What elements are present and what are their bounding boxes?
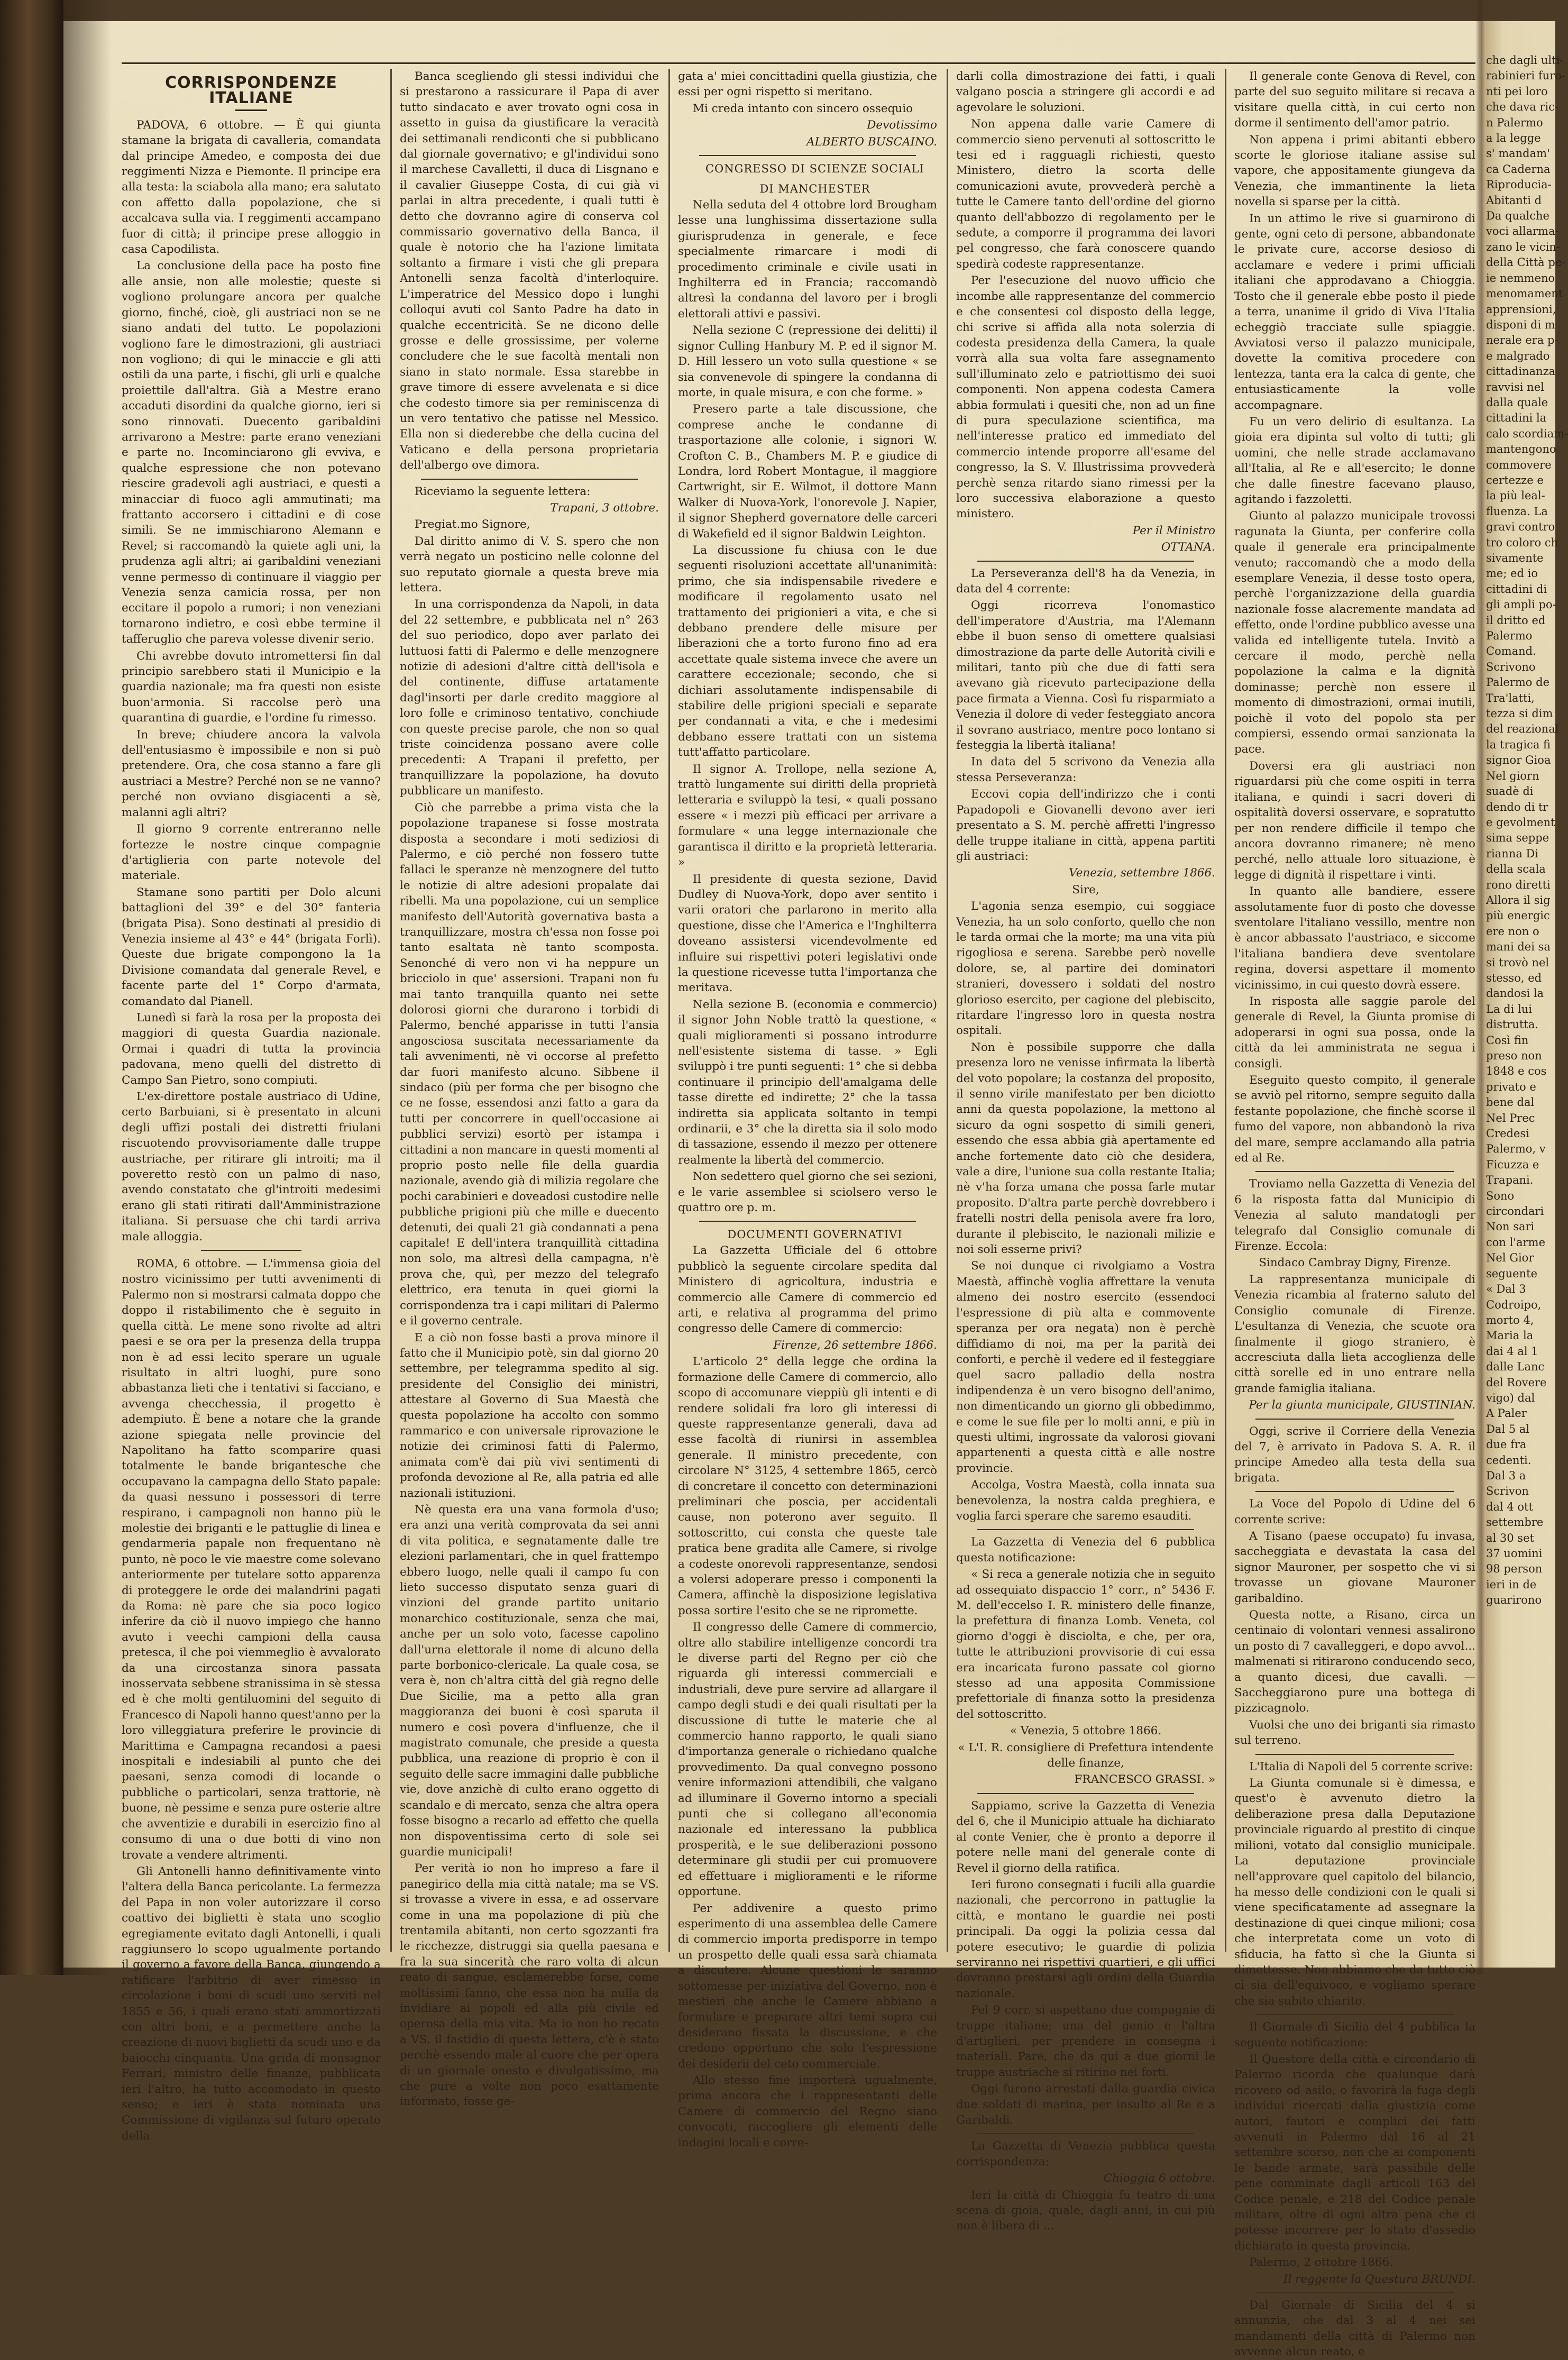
- partial-line: distrutta.: [1486, 1018, 1539, 1031]
- article-paragraph: Non è possibile supporre che dalla presenza loro ne venisse infirmata la libertà del voto popolare; la costanza del proposito, il senno virile manifestato per ben diciotto anni da questa popolazione, la mettono al sicuro da ogni sospetto di simili generi, essendo che essa abbia già apertamente ed anche fortemente dato ciò che desidera, vale a dire, l'unione sua colla restante Italia; nè v'ha forza umana che possa farle mutar proposito. D'altra parte perchè dovrebbero i fratelli nostri della penisola avere fra loro, durante il plebiscito, le nazionali milizie e noi soli esserne privi?: [956, 1040, 1215, 1257]
- signature: Il reggente la Questura BRUNDI.: [1283, 2272, 1475, 2286]
- article-paragraph: Nè questa era una vana formola d'uso; era anzi una verità comprovata da sei anni di vita politica, e segnatamente dalle tre elezioni parlamentari, che in quel frattempo ebbero luogo, nelle quali il campo fu con lieto successo disputato senza guari di vinzioni del grande partito unitario monarchico costituzionale, senza che mai, anche per un solo voto, facesse capolino dall'urna elettorale il nome di alcuno della parte borbonico-clericale. La quale cosa, se vera è, non ch'altra città del già regno delle Due Sicilie, ma a petto alla gran maggioranza dei buoni è così sparuta il numero e così povera d'influenze, che il magistrato comunale, che preside a questa pubblica, una reazione di proprio è con il seguito delle sacre immagini dalle pubbliche vie, dove anzichè di culto erano oggetto di scandalo e di mercato, senza che altra opera fosse bisogno a recarlo ad effetto che quella non dispoventissima certo di sole sei guardie municipali!: [400, 1503, 659, 1859]
- letter-intro: Riceviamo la seguente lettera:: [415, 484, 591, 498]
- article-paragraph: Il Questore della città e circondario di Palermo ricorda che qualunque darà ricovero od asilo, o favorirà la fuga degli individui ricercati dalla giustizia come autori, fautori e complici dei fatti avvenuti in Palermo dal 16 al 21 settembre scorso, non che ai componenti le bande armate, sarà passibile delle pene comminate dagli articoli 163 del Codice penale, e 218 del Codice penale militare, oltre di ogni altra pena che ci potesse incorrere per lo stato d'assedio dichiarato in questa provincia.: [1234, 2052, 1475, 2253]
- partial-line: tro coloro ch: [1486, 536, 1558, 549]
- partial-line: circondari: [1486, 1205, 1544, 1218]
- partial-line: Scrivon: [1486, 1485, 1529, 1498]
- separator: [699, 155, 916, 156]
- article-paragraph: Sappiamo, scrive la Gazzetta di Venezia del 6, che il Municipio attuale ha dichiarato al conte Venier, che è pronto a deporre il potere nelle mani del generale conte di Revel il giorno della ratifica.: [956, 1799, 1215, 1875]
- partial-line: cittadini la: [1486, 411, 1547, 425]
- partial-line: del Rovere: [1486, 1376, 1547, 1389]
- separator: [1255, 1491, 1454, 1492]
- article-paragraph: In breve; chiudere ancora la valvola dell'entusiasmo è impossibile e non si può pretendere. Ora, che cosa stanno a fare gli austriaci a Mestre? Perché non se ne vanno? perché non ovviano disgiacenti a sè, malanni agli altri?: [122, 728, 381, 819]
- article-paragraph: Eccovi copia dell'indirizzo che i conti Papadopoli e Giovanelli devono aver ieri presentato a S. M. perchè affretti l'ingresso delle truppe italiane in città, appena partiti gli austriaci:: [956, 788, 1215, 863]
- salutation: Sire,: [1072, 883, 1099, 897]
- partial-line: Palermo: [1486, 629, 1533, 643]
- article-paragraph: La Perseveranza dell'8 ha da Venezia, in data del 4 corrente:: [956, 566, 1215, 596]
- article-paragraph: Non appena i primi abitanti ebbero scorte le gloriose italiane assise sul vapore, che appositamente giungeva da Venezia, che immantinente la lieta novella si sparse per la città.: [1234, 133, 1475, 209]
- partial-line: seguente: [1486, 1267, 1537, 1280]
- partial-line: del reazional: [1486, 722, 1559, 736]
- separator: [1255, 1419, 1454, 1420]
- partial-line: al 30 set: [1486, 1531, 1534, 1544]
- article-paragraph: Fu un vero delirio di esultanza. La gioia era dipinta sul volto di tutti; gli uomini, che nelle strade acclamavano all'Italia, al Re e all'esercito; le donne che dalle finestre facevano plauso, agitando i fazzoletti.: [1234, 415, 1475, 506]
- article-paragraph: L'articolo 2° della legge che ordina la formazione delle Camere di commercio, allo scopo di accomunare vieppiù gli intenti e di rendere solidali fra loro gli interessi di queste rappresentanze generali, dava ad esse facoltà di riunirsi in assemblea generale. Il ministro precedente, con circolare N° 3125, 4 settembre 1865, cercò di concretare il concetto con determinazioni preliminari che poscia, per accidentali cause, non poterono aver seguito. Il sottoscritto, cui consta che queste tale pratica bene gradita alle Camere, si rivolge a codeste onorevoli rappresentanze, sendosi a volersi adoperare presso i componenti la Camera, affinchè la disposizione legislativa possa sortire l'esito che se ne ripromette.: [678, 1355, 937, 1617]
- partial-line: « Dal 3: [1486, 1283, 1526, 1296]
- partial-line: zano le vicin-: [1486, 240, 1560, 253]
- addressee: Sindaco Cambray Digny, Firenze.: [1259, 1256, 1451, 1270]
- partial-line: me; ed io: [1486, 567, 1538, 580]
- article-paragraph: Per verità io non ho impreso a fare il panegirico della mia città natale; ma se VS. si trovasse a vivere in essa, e ad osservare come in una ma popolazione di più che trentamila abitanti, non certo sgozzanti fra le ricchezze, distruggi sia quella paesana e fra la sua sincerità che raro volta di alcun reato di sangue, esclamerebbe forse, come moltissimi fanno, che essa non ha nulla da invidiare ai popoli ed alla più civile ed operosa della mia vita. Ma io non ho recato a VS. il fastidio di questa lettera, c'è è stato perchè essendo male al cuore che per opera di un giornale onesto e divulgatissimo, ma che pure a volte non poco esattamente informato, fosse ge-: [400, 1862, 659, 2109]
- article-paragraph: Il signor A. Trollope, nella sezione A, trattò lungamente sui diritti della proprietà letteraria e sviluppò la tesi, « quali possano essere « i mezzi più efficaci per arrivare a formulare « una legge internazionale che garantisca il diritto e la proprietà letteraria. »: [678, 762, 937, 870]
- article-paragraph: L'agonia senza esempio, cui soggiace Venezia, ha un solo conforto, quello che non le tarda ormai che la morte; ma una vita più rigogliosa e serena. Sarebbe però novelle dolore, se, al partire dei dominatori stranieri, dovessero i soldati del nostro glorioso esercito, per cagione del plebiscito, ritardare l'ingresso loro in questa nostra ospitali.: [956, 900, 1215, 1038]
- article-paragraph: Lunedì si farà la rosa per la proposta dei maggiori di questa Guardia nazionale. Ormai i quadri di tutta la provincia padovana, meno quelli del distretto di Campo San Pietro, sono compiuti.: [122, 1011, 381, 1087]
- partial-line: mantengono: [1486, 443, 1556, 456]
- separator: [699, 1221, 916, 1222]
- separator: [201, 1250, 301, 1251]
- article-paragraph: Il giorno 9 corrente entreranno nelle fortezze le nostre cinque compagnie d'artiglieria con parte notevole del materiale.: [122, 822, 381, 883]
- partial-line: fluenza. La: [1486, 505, 1548, 518]
- section-title: DOCUMENTI GOVERNATIVI: [727, 1228, 903, 1241]
- partial-line: Ficuzza e: [1486, 1158, 1539, 1171]
- separator: [1255, 2292, 1454, 2293]
- gutter-shadow: [63, 0, 111, 1975]
- article-paragraph: Eseguito questo compito, il generale se avviò pel ritorno, sempre seguito dalla festante popolazione, che finchè scorse il fumo del vapore, non abbandonò la riva del mare, sempre acclamando alla patria ed al Re.: [1234, 1074, 1475, 1165]
- article-paragraph: Dal diritto animo di V. S. spero che non verrà negato un posticino nelle colonne del suo reputato giornale a questa breve mia lettera.: [400, 534, 659, 594]
- partial-line: Nel giorn: [1486, 769, 1539, 782]
- partial-line: vigo) dal: [1486, 1391, 1535, 1404]
- signature-name: OTTANA.: [1161, 541, 1215, 554]
- column-4: [956, 69, 1215, 2233]
- article-paragraph: PADOVA, 6 ottobre. — È qui giunta stamane la brigata di cavalleria, comandata dal principe Amedeo, e composta dei due reggimenti Nizza e Piemonte. Il principe era alla testa: la sciabola alla mano; era salutato con affetto dalla popolazione, che si accalcava sulla via. I reggimenti accampano fuor di città; il principe prese alloggio in casa Capodilista.: [122, 118, 381, 257]
- article-paragraph: Mi creda intanto con sincero ossequio: [693, 102, 913, 115]
- adjacent-page: [1481, 21, 1568, 1968]
- partial-line: più energic: [1486, 909, 1550, 922]
- partial-line: si trovò nel: [1486, 956, 1549, 969]
- article-paragraph: L'ex-direttore postale austriaco di Udine, certo Barbuiani, si è presentato in alcuni degli uffizi postali dei distretti friulani riscuotendo provvisoriamente dalle truppe austriache, per ritirare gli introiti; ma il poveretto restò con un palmo di naso, avendo constatato che gl'introiti medesimi erano gli stati ritirati dall'Amministrazione italiana. Si persuase che chi tardi arriva male alloggia.: [122, 1090, 381, 1243]
- partial-line: Riproducia-: [1486, 178, 1552, 191]
- article-paragraph: A Tisano (paese occupato) fu invasa, saccheggiata e devastata la casa del signor Mauroner, per sospetto che vi si trovasse un giovane Mauroner garibaldino.: [1234, 1529, 1475, 1605]
- column-rule: [947, 69, 948, 1952]
- partial-line: dai 4 al 1: [1486, 1344, 1538, 1358]
- partial-line: con l'arme: [1486, 1236, 1545, 1249]
- partial-line: La di lui: [1486, 1002, 1532, 1016]
- article-paragraph: La discussione fu chiusa con le due seguenti risoluzioni accettate all'unanimità: primo, che sia indispensabile rivedere e modificare il regolamento usato nel trattamento dei prigionieri a vita, e che si debbano prendere delle misure per liberazioni che a torto furono fino ad era accettate quale sistema invece che avere un carattere eccezionale; secondo, che si dichiari assolutamente indispensabile di stabilire delle prigioni speciali e separate per condannati a vita, e che i medesimi debbano essere trattati con un sistema tutt'affatto particolare.: [678, 543, 937, 760]
- article-paragraph: In quanto alle bandiere, essere assolutamente fuor di posto che dovesse sventolare l'italiano vessillo, mentre non è ancor abbassato l'austriaco, e siccome l'italiana bandiera deve sventolare regina, doversi aspettare il momento vicinissimo, in cui questo dovrà essere.: [1234, 885, 1475, 992]
- partial-line: Scrivono: [1486, 660, 1536, 673]
- article-paragraph: Vuolsi che uno dei briganti sia rimasto sul terreno.: [1234, 1718, 1475, 1748]
- partial-line: gli ampli po-: [1486, 598, 1556, 611]
- column-rule: [390, 69, 392, 1952]
- partial-line: cittadini di: [1486, 582, 1547, 596]
- partial-line: 98 person: [1486, 1562, 1543, 1576]
- article-paragraph: Non appena dalle varie Camere di commercio sieno pervenuti al sottoscritto le tesi ed i ragguagli richiesti, questo Ministero, dietro la scorta delle comunicazioni avute, provvederà perchè a tutte le Camere tanto dell'ordine del giorno quanto dell'abbozzo di regolamento per le sedute, a comporre il programma dei lavori pel congresso, che farà conoscere quando spedirà codeste rappresentanze.: [956, 117, 1215, 271]
- article-paragraph: La Gazzetta di Venezia del 6 pubblica questa notificazione:: [956, 1535, 1215, 1565]
- article-paragraph: In una corrispondenza da Napoli, in data del 22 settembre, e pubblicata nel n° 263 del suo periodico, dopo aver parlato dei luttuosi fatti di Palermo e delle menzognere notizie di adesioni d'altre città dell'isola e del continente, diffuse artatamente dagl'insorti per darle credito maggiore al loro folle e criminoso tentativo, conchiude con queste precise parole, che non so qual triste coincidenza possano avere colle precedenti: A Trapani il prefetto, per tranquillizzare la popolazione, ha dovuto pubblicare un manifesto.: [400, 598, 659, 798]
- article-paragraph: Per addivenire a questo primo esperimento di una assemblea delle Camere di commercio importa predisporre in tempo un prospetto delle quali essa sarà chiamata a discutere. Alcune questioni le saranno sottomesse per iniziativa del Governo, non è mestieri che anche le Camere abbiano a formulare e preparare altri temi sopra cui desiderano fissata la discussione, e che credono opportuno che solo l'espressione dei desiderii del ceto commerciale.: [678, 1901, 937, 2071]
- article-paragraph: Palermo, 2 ottobre 1866.: [1249, 2256, 1393, 2270]
- partial-line: dendo di tr: [1486, 800, 1548, 813]
- page-fold: [1475, 0, 1485, 1975]
- article-paragraph: « Venezia, 5 ottobre 1866.: [1010, 1724, 1162, 1738]
- dateline: Firenze, 26 settembre 1866.: [773, 1338, 937, 1352]
- partial-line: e malgrado: [1486, 349, 1550, 362]
- partial-line: della Città pe-: [1486, 256, 1566, 269]
- partial-line: a la legge: [1486, 132, 1541, 145]
- partial-line: Allora il sig: [1486, 893, 1551, 907]
- article-paragraph: Il presidente di questa sezione, David Dudley di Nuova-York, dopo aver sentito i varii oratori che parlarono in merito alla questione, disse che l'America e l'Inghilterra doveano assistersi vicendevolmente ed influire sui rispettivi poteri legislativi onde la questione ricevesse tutta l'importanza che meritava.: [678, 872, 937, 995]
- signature: Devotissimo: [867, 118, 937, 132]
- separator: [977, 561, 1194, 562]
- partial-line: Dal 3 a: [1486, 1469, 1526, 1482]
- partial-line: Abitanti d: [1486, 194, 1542, 207]
- article-paragraph: In risposta alle saggie parole del generale di Revel, la Giunta promise di adoperarsi in ogni sua possa, onde la città da lei amministrata ne segua i consigli.: [1234, 994, 1475, 1071]
- partial-line: la più leal-: [1486, 489, 1545, 502]
- article-paragraph: Il generale conte Genova di Revel, con parte del suo seguito militare si recava a visitare quella città, in cui certo non dorme il sentimento dell'amor patrio.: [1234, 70, 1475, 130]
- partial-line: suadè di: [1486, 785, 1534, 798]
- partial-line: la tragica fi: [1486, 738, 1551, 751]
- partial-line: mani dei sa: [1486, 940, 1551, 954]
- partial-line: voci allarma-: [1486, 225, 1559, 238]
- article-paragraph: Dal Giornale di Sicilia del 4 si annunzia, che dal 3 al 4 nei sei mandamenti della città di Palermo non avvenne alcun reato, e: [1234, 2299, 1475, 2359]
- partial-line: Palermo, v: [1486, 1142, 1546, 1156]
- partial-line: bene dal: [1486, 1096, 1535, 1109]
- partial-line: rabinieri furo-: [1486, 69, 1565, 83]
- article-paragraph: Pel 9 corr. si aspettano due compagnie di truppe italiane; una del genio e l'altra d'artiglieri, per prendere in consegna i materiali. Pare, che da qui a due giorni le truppe austriache si ritirino nei forti.: [956, 2004, 1215, 2079]
- separator: [1255, 2014, 1454, 2015]
- article-paragraph: Gli Antonelli hanno definitivamente vinto l'altera della Banca pericolante. La fermezza del Papa in non voler autorizzare il corso coattivo dei biglietti è stata uno scoglio egregiamente evitato dagli Antonelli, i quali raggiunsero lo scopo ugualmente portando il governo a favore della Banca, giungendo a ratificare l'arbitrio di aver rimesso in circolazione i boni di scudi uno serviti nel 1855 e 56, i quali erano stati ammortizzati con altri boni, e a permettere anche la creazione di nuovi biglietti da scudi uno e da baiocchi cinquanta. Una grida di monsignor Ferrari, ministro delle finanze, pubblicata ieri l'altro, ha tutto accomodato in questo senso; e ieri è stata nominata una Commissione di vigilanza sul futuro operato della: [122, 1864, 381, 2143]
- partial-line: preso non: [1486, 1049, 1542, 1062]
- partial-line: Da qualche: [1486, 209, 1549, 223]
- partial-line: dalla quale: [1486, 396, 1548, 409]
- partial-line: sima seppe: [1486, 831, 1549, 845]
- partial-line: calo scordiam-: [1486, 427, 1568, 440]
- partial-line: ravvisi nel: [1486, 380, 1544, 394]
- signature-name: ALBERTO BUSCAINO.: [806, 135, 937, 149]
- partial-line: 1848 e cos: [1486, 1065, 1547, 1078]
- letter-dateline: Trapani, 3 ottobre.: [550, 501, 659, 515]
- partial-line: Codroipo,: [1486, 1298, 1542, 1311]
- partial-line: ca Caderna: [1486, 162, 1551, 176]
- partial-line: s' mandam': [1486, 147, 1550, 160]
- partial-line: Comand.: [1486, 645, 1536, 658]
- top-rule: [122, 62, 1475, 64]
- article-paragraph: Oggi furono arrestati dalla guardia civica due soldati di marina, per insulto al Re e a Garibaldi.: [956, 2082, 1215, 2127]
- partial-line: ie nemmeno: [1486, 271, 1555, 285]
- partial-line: Dal 5 al: [1486, 1422, 1530, 1435]
- partial-line: Così fin: [1486, 1033, 1529, 1047]
- dateline: Chioggia 6 ottobre.: [1103, 2172, 1215, 2185]
- signature-name: FRANCESCO GRASSI. »: [1074, 1773, 1215, 1787]
- partial-line: settembre: [1486, 1516, 1544, 1529]
- article-paragraph: Oggi, scrive il Corriere della Venezia del 7, è arrivato in Padova S. A. R. il principe Amedeo alla testa della sua brigata.: [1234, 1424, 1475, 1485]
- partial-line: Maria la: [1486, 1329, 1534, 1342]
- partial-line: sivamente: [1486, 552, 1544, 564]
- section-header: CORRISPONDENZE ITALIANE: [165, 74, 337, 108]
- partial-line: dalle Lanc: [1486, 1360, 1545, 1374]
- partial-line: nti pei loro: [1486, 85, 1548, 98]
- partial-line: Non sari: [1486, 1220, 1535, 1233]
- section-subtitle: DI MANCHESTER: [759, 182, 870, 196]
- partial-line: tezza si dim: [1486, 707, 1553, 720]
- article-paragraph: E a ciò non fosse basti a prova minore il fatto che il Municipio potè, sin dal giorno 20 settembre, per telegramma spedito al sig. presidente del Consiglio dei ministri, attestare al Governo di Sua Maestà che questa popolazione ha accolto con sommo rammarico e con universale riprovazione le notizie dei criminosi fatti di Palermo, animata com'è dai più vivi sentimenti di profonda devozione al Re, alla patria ed alle nazionali istituzioni.: [400, 1331, 659, 1500]
- section-title: CONGRESSO DI SCIENZE SOCIALI: [705, 162, 925, 176]
- partial-line: Sono: [1486, 1189, 1515, 1202]
- partial-line: guarirono: [1486, 1594, 1542, 1607]
- article-paragraph: Nella seduta del 4 ottobre lord Brougham lesse una lunghissima dissertazione sulla giurisprudenza in generale, e fece specialmente rimarcare i modi di procedimento criminale e civile usati in Inghilterra ed in Francia; raccomandò altresì la condanna del lavoro per i brogli elettorali attivi e passivi.: [678, 198, 937, 321]
- article-paragraph: gata a' miei concittadini quella giustizia, che essi per ogni rispetto si meritano.: [678, 70, 937, 99]
- partial-line: rianna Di: [1486, 847, 1539, 860]
- partial-line: certezze e: [1486, 473, 1544, 487]
- partial-line: stesso, ed: [1486, 971, 1542, 984]
- article-paragraph: Giunto al palazzo municipale trovossi ragunata la Giunta, per conferire colla quale il generale era principalmente venuto; raccomandò che a modo della esemplare Venezia, il desse tosto opera, perchè l'organizzazione della guardia nazionale fosse alacremente mandata ad effetto, onde l'ordine pubblico avesse una valida ed intelligente tutela. Invitò a cercare il modo, perchè nella popolazione la calma e la dignità dominasse; perchè non essere il momento di dimostrazioni, ormai inutili, poichè il voto del popolo sta per compiersi, essendo ormai sanzionata la pace.: [1234, 509, 1475, 756]
- article-paragraph: Banca scegliendo gli stessi individui che si prestarono a rassicurare il Papa di aver tutto sindacato e aver trovato ogni cosa in assetto in guisa da giustificare la veracità dei settimanali rendiconti che si pubblicano dal giornale governativo; e gl'individui sono il marchese Cavalletti, il duca di Lisgnano e il cavalier Giuseppe Costa, di cui già vi parlai in altra precedente, i quali tutti è detto che dovranno agire di conserva col commissario governativo della Banca, il quale è notorio che ha l'azione limitata soltanto a firmare i visti che gli prepara Antonelli senza facoltà d'interloquire. L'imperatrice del Messico dopo i lunghi colloqui avuti col Santo Padre ha dato in qualche eccentricità. Se ne dicono delle grosse e delle grossissime, per volerne concludere che le sue facoltà mentali non siano in stato normale. Essa starebbe in grave timore di essere avvelenata e si dice che codesto timore sia per reminiscenza di un vero tentativo che patisse nel Messico. Ella non si diederebbe che della cucina del Vaticano e della persona proprietaria dell'albergo ove dimora.: [400, 70, 659, 472]
- article-paragraph: Questa notte, a Risano, circa un centinaio di volontari vennesi assalirono un posto di 7 cavalleggeri, e dopo avvol... malmenati si ritirarono conducendo seco, a quanto dicesi, due cavalli. — Saccheggiarono pure una bottega di pizzicagnolo.: [1234, 1608, 1475, 1715]
- partial-line: signor Gioa: [1486, 754, 1551, 767]
- partial-line: Tra'latti,: [1486, 691, 1535, 705]
- letter-salutation: Pregiat.mo Signore,: [415, 518, 530, 532]
- article-paragraph: Il Giornale di Sicilia del 4 pubblica la seguente notificazione:: [1234, 2020, 1475, 2050]
- article-paragraph: Ieri furono consegnati i fucili alla guardie nazionali, che percorrono in pattuglie la città, e montano le guardie nei posti principali. Da oggi la polizia cessa dal potere esecutivo; le guardie di polizia serviranno nei rispettivi quartieri, e gli uffici dovranno prestarsi agli ordini della Guardia nazionale.: [956, 1878, 1215, 2000]
- article-paragraph: « Si reca a generale notizia che in seguito ad ossequiato dispaccio 1° corr., n° 5436 F. M. dell'eccelso I. R. ministero delle finanze, la prefettura di finanza Lomb. Veneta, col giorno d'oggi è disciolta, e che, per ora, tutte le attribuzioni provvisorie di cui essa era incaricata furono passate col giorno stesso ad una apposita Commissione prefettoriale di finanza sotto la presidenza del sottoscritto.: [956, 1568, 1215, 1721]
- column-5: [1234, 69, 1475, 2359]
- article-paragraph: Accolga, Vostra Maestà, colla innata sua benevolenza, la nostra calda preghiera, e voglia farci sperare che saremo esauditi.: [956, 1478, 1215, 1523]
- partial-line: ieri in de: [1486, 1578, 1537, 1591]
- article-paragraph: Non sedettero quel giorno che sei sezioni, e le varie assemblee si sciolsero verso le quattro ore p. m.: [678, 1170, 937, 1215]
- column-1: [122, 69, 381, 2143]
- article-paragraph: Ciò che parrebbe a prima vista che la popolazione trapanese si fosse mostrata disposta a secondare i moti sediziosi di Palermo, e ciò perché non fossero tutte fallaci le speranze nè menzognere del tutto le notizie di altre adesioni propalate dai ribelli. Ma una popolazione, cui un semplice manifesto dell'Autorità governativa basta a tranquillizzare, mostra ch'essa non fosse poi tanto esaltata nè tanto scomposta. Senonché di vero non vi ha neppure un bricciolo in que' assersioni. Trapani non fu mai tanto tranquilla quanto nei sette dolorosi giorni che durarono i torbidi di Palermo, benché apparisse in tutti l'ansia angosciosa suscitata necessariamente da tali avvenimenti, nè vi occorse al prefetto dar fuori manifesto alcuno. Sibbene il sindaco (più per forma che per bisogno che ce ne fosse, essendosi anzi fatto a gara da tutti per concorrere in quell'occasione ai pubblici servizi) esortò per istampa i cittadini a non mancare in questi momenti al proprio posto nelle file della guardia nazionale, avendo già di milizia regolare che pochi carabinieri e doveadosi custodire nelle pubbliche prigioni più che mille e duecento detenuti, dei quali 21 già condannati a pena capitale! E dell'intera tranquillità cittadina non solo, ma altresì della campagna, n'è prova che, quì, per mezzo del telegrafo elettrico, era tenuta in quei giorni la corrispondenza tra i capi militari di Palermo e il governo centrale.: [400, 801, 659, 1328]
- article-paragraph: Troviamo nella Gazzetta di Venezia del 6 la risposta fatta dal Municipio di Venezia al saluto mandatogli per telegrafo dal Consiglio comunale di Firenze. Eccola:: [1234, 1177, 1475, 1254]
- partial-line: morto 4,: [1486, 1313, 1534, 1327]
- partial-line: ere non o: [1486, 925, 1539, 938]
- partial-line: Credesi: [1486, 1127, 1529, 1140]
- partial-line: Nel Gior: [1486, 1251, 1534, 1265]
- article-paragraph: Stamane sono partiti per Dolo alcuni battaglioni del 39° e del 30° fanteria (brigata Pisa). Sono destinati al presidio di Venezia insieme al 43° e 44° (brigata Forlì). Queste due brigate compongono la 1a Divisione comandata dal generale Revel, e facente parte del 1° Corpo d'armata, comandato dal Pianell.: [122, 885, 381, 1008]
- newspaper-page: [63, 21, 1481, 2359]
- partial-line: privato e: [1486, 1080, 1536, 1093]
- partial-line: che dava ric-: [1486, 100, 1559, 114]
- article-paragraph: Allo stesso fine importerà ugualmente, prima ancora che i rappresentanti delle Camere di commercio del Regno siano convocati, raccogliere gli elementi delle indagini locali e corre-: [678, 2073, 937, 2149]
- partial-line: Trapani.: [1486, 1174, 1534, 1187]
- article-paragraph: Chi avrebbe dovuto intromettersi fin dal principio sarebbero stati il Municipio e la guardia nazionale; ma fra questi non esiste buon'armonia. Si raccolse però una quarantina di guardie, e l'ordine fu rimesso.: [122, 649, 381, 725]
- partial-line: menomament: [1486, 287, 1563, 300]
- article-paragraph: ROMA, 6 ottobre. — L'immensa gioia del nostro vicinissimo per tutti avvenimenti di Palermo non si mostrarsi calmata doppo che doppo il ristabilimento che è seguito in quella città. Le mene sono rivolte ad altri paesi e se ora per la presenza della truppa non è ad essi lecito sperare un uguale risultato in altri luoghi, pure sono abbastanza lieti che i tentativi si facciano, e avvenga checchessia, il progetto è adempiuto. È bene a notare che la grande azione spiegata nelle provincie del Napolitano ha fatto scomparire quasi totalmente le bande brigantesche che occupavano la campagna dello Stato papale: da quasi nessuno i possessori di terre respirano, i campagnoli non hanno più le molestie dei briganti e le pattuglie di linea e gendarmeria papale non frequentano nè punto, nè poco le vie maestre come solevano anteriormente per tutelare sotto apparenza di proteggere le orde dei malandrini pagati da Roma: nè pare che sia poco logico inferire da ciò il nuovo impiego che hanno avuto i veechi campioni della causa pretesca, il che poi viemmeglio è avvalorato da una circostanza sinora passata inosservata sebbene stranissima in sè stessa ed è che molti gentiluomini del seguito di Francesco di Napoli hanno quest'anno per la loro villeggiatura preferire le provincie di Marittima e Campagna recandosi a paesi inospitali e indesiabili al punto che dei paesani, senza comodi di locande o pubbliche o particolari, senza trattorie, nè buone, nè pessime e senza pure osterie altre che avventizie e durabili in esercizio fino al consumo di una o due botti di vino non trovate a vendere altrimenti.: [122, 1257, 381, 1862]
- article-paragraph: Doversi era gli austriaci non riguardarsi più che come ospiti in terra italiana, e quindi i sacri doveri di ospitalità doversi osservare, e sopratutto per non rendere difficile il tempo che ancora dovranno rimanere; nè meno perché, nello attuale loro situazione, è legge di dignità il rispettare i vinti.: [1234, 759, 1475, 882]
- column-6-partial: [1486, 53, 1568, 1936]
- article-paragraph: Per l'esecuzione del nuovo ufficio che incombe alle rappresentanze del commercio e che consentesi col disposto della legge, chi scrive si affida alla nota solerzia di codesta presidenza della Camera, la quale vorrà alla sua volta fare assegnamento sull'illuminato zelo e patriottismo dei suoi componenti. Non appena codesta Camera abbia formulati i quesiti che, non ad un fine di pura speculazione scientifica, ma nell'interesse pratico ed immediato del commercio intende proporre all'esame del congresso, la S. V. Illustrissima provvederà perchè senza ritardo siano rimessi per la loro successiva elaborazione a questo ministero.: [956, 274, 1215, 521]
- article-paragraph: La rappresentanza municipale di Venezia ricambia al fraterno saluto del Consiglio comunale di Firenze. L'esultanza di Venezia, che scuote ora finalmente il giogo straniero, è accresciuta dalla lieta accoglienza delle città sorelle ed in uno entrare nella grande famiglia italiana.: [1234, 1273, 1475, 1395]
- article-paragraph: In un attimo le rive si guarnirono di gente, ogni ceto di persone, abbandonate le private cure, accorse desioso di acclamare e vedere i primi ufficiali italiani che approdavano a Chioggia. Tosto che il generale ebbe posto il piede a terra, unanime il grido di Viva l'Italia echeggiò tracciate sulle spiaggie. Avviatosi verso il palazzo municipale, dovette la comitiva procedere con lentezza, tanta era la calca di gente, che entusiasticamente la volle accompagnare.: [1234, 212, 1475, 412]
- column-2: [400, 69, 659, 2109]
- separator: [1255, 1171, 1454, 1172]
- partial-line: cedenti.: [1486, 1453, 1532, 1467]
- article-paragraph: Ieri la città di Chioggia fu teatro di una scena di gioia, quale, dagli anni, in cui più non è libera di ...: [956, 2188, 1215, 2233]
- partial-line: il dritto ed: [1486, 614, 1546, 627]
- partial-line: Nel Prec: [1486, 1111, 1535, 1124]
- columns: [122, 69, 1475, 2359]
- column-rule: [668, 69, 670, 1952]
- partial-line: gravi contro: [1486, 520, 1555, 534]
- header-dash: [235, 109, 267, 111]
- partial-line: n Palermo: [1486, 116, 1543, 129]
- article-paragraph: « L'I. R. consigliere di Prefettura intendente delle finanze,: [958, 1741, 1214, 1770]
- separator: [977, 2133, 1194, 2134]
- signature: Per il Ministro: [1132, 524, 1215, 537]
- partial-line: rono diretti: [1486, 878, 1551, 891]
- separator: [1255, 1754, 1454, 1755]
- partial-line: apprensioni,: [1486, 303, 1556, 316]
- partial-line: dandosi la: [1486, 987, 1544, 1000]
- article-paragraph: Nella sezione C (repressione dei delitti) il signor Culling Hanbury M. P. ed il signor M. D. Hill lessero un voto sulla questione « se sia convenevole di spingere la condanna di morte, in quale misura, e con che forme. »: [678, 324, 937, 399]
- column-3: [678, 69, 937, 2149]
- separator: [977, 1529, 1194, 1530]
- article-paragraph: La Giunta comunale si è dimessa, e quest'o è avvenuto dietro la deliberazione presa dalla Deputazione provinciale riguardo al prestito di cinque milioni, votato dal consiglio municipale. La deputazione provinciale nell'approvare quel capitolo del bilancio, ha messo delle condizioni con le quali si viene specificatamente ad assegnare la destinazione di quei cinque milioni; cosa che interpretata come un voto di sfiducia, ha fatto sì che la Giunta si dimettesse. Non abbiamo che da tutto ciò ci sia dell'equivoco, e vogliamo sperare che sia subito chiarito.: [1234, 1777, 1475, 2008]
- article-paragraph: Presero parte a tale discussione, che comprese anche le condanne di trasportazione alle colonie, i signori W. Crofton C. B., Chambers M. P. e giudice di Londra, lord Robert Montague, il maggiore Cartwright, sir E. Wilmot, il dottore Mann Walker di Nuova-York, l'onorevole J. Napier, il signor Shepherd governatore delle carceri di Wakefield ed il signor Baldwin Leighton.: [678, 403, 937, 541]
- signature: Per la giunta municipale, GIUSTINIAN.: [1249, 1398, 1475, 1412]
- article-paragraph: Oggi ricorreva l'onomastico dell'imperatore d'Austria, ma l'Alemann ebbe il buon senso di omettere qualsiasi dimostrazione da parte delle Autorità civili e militari, tanto più che due di fatti sera avevano già ricevuto partecipazione della pace firmata a Vienna. Così fu risparmiato a Venezia il dolore di veder festeggiato ancora il sovrano austriaco, mentre poco lontano si festeggia la libertà italiana!: [956, 599, 1215, 753]
- article-paragraph: La Gazzetta di Venezia pubblica questa corrispondenza:: [956, 2139, 1215, 2169]
- separator: [977, 1793, 1194, 1794]
- article-paragraph: darli colla dimostrazione dei fatti, i quali valgano poscia a stringere gli accordi e ad agevolare le soluzioni.: [956, 70, 1215, 114]
- partial-line: che dagli ulti-: [1486, 54, 1564, 67]
- partial-line: cittadinanza: [1486, 365, 1556, 378]
- partial-line: della scala: [1486, 863, 1546, 876]
- partial-line: 37 uomini: [1486, 1547, 1543, 1560]
- partial-line: disponi di m: [1486, 318, 1555, 331]
- partial-line: e gevolment: [1486, 816, 1555, 829]
- partial-line: due fra: [1486, 1438, 1527, 1451]
- partial-line: A Paler: [1486, 1407, 1527, 1420]
- partial-line: Palermo de: [1486, 676, 1549, 689]
- article-paragraph: Il congresso delle Camere di commercio, oltre allo stabilire intelligenze concordi tra le diverse parti del Regno per ciò che riguarda gli interessi commerciali e industriali, deve pure servire ad allargare il campo degli studi e dei quali risultati per la discussione di tutte le materie che al commercio hanno rapporto, le quali siano d'importanza generale o richiedano qualche provvedimento. Da qual convegno possono venire informazioni attendibili, che valgano ad illuminare il Governo intorno a speciali punti che si collegano all'economia nazionale ed interessano la pubblica prosperità, e le sue deliberazioni possono determinare gli studii per cui promuovere ed effettuare i miglioramenti e le riforme opportune.: [678, 1621, 937, 1899]
- dateline: Venezia, settembre 1866.: [1069, 866, 1215, 880]
- separator: [421, 479, 638, 480]
- article-paragraph: L'Italia di Napoli del 5 corrente scrive:: [1249, 1760, 1473, 1773]
- partial-line: commovere: [1486, 458, 1552, 471]
- partial-line: dal 4 ott: [1486, 1500, 1533, 1513]
- article-paragraph: La Gazzetta Ufficiale del 6 ottobre pubblicò la seguente circolare spedita dal Ministero di agricoltura, industria e commercio alle Camere di commercio ed arti, e relativa al programma del primo congresso delle Camere di commercio:: [678, 1244, 937, 1335]
- article-paragraph: La Voce del Popolo di Udine del 6 corrente scrive:: [1234, 1497, 1475, 1526]
- article-paragraph: In data del 5 scrivono da Venezia alla stessa Perseveranza:: [956, 755, 1215, 784]
- article-paragraph: La conclusione della pace ha posto fine alle ansie, non alle molestie; queste si vogliono prolungare ancora per qualche giorno, finché, cioè, gli austriaci non se ne siano andati del tutto. Le popolazioni vogliono fare le dimostrazioni, gli austriaci non vogliono; di qui le minaccie e gli atti ostili da una parte, i fischi, gli urli e qualche proiettile dall'altra. Già a Mestre erano accaduti disordini da qualche giorno, ieri si sono rinnovati. Duecento garibaldini arrivarono a Mestre: parte erano veneziani e parte no. Incominciarono gli evviva, e qualche espressione che non potevano riescire gradevoli agli austriaci, e questi a minacciar di fuoco agli ammutinati; ma frattanto accorsero i cittadini e di cose simili. Se ne immischiarono Alemann e Revel; si raccomandò la quiete agli uni, la prudenza agli altri; ai garibaldini veneziani venne permesso di continuare il viaggio per Venezia senza camicia rossa, per non eccitare il popolo a rumori; i non veneziani tornarono indietro, e così ebbe termine il tafferuglio che pareva volesse divenir serio.: [122, 259, 381, 646]
- partial-line: nerale era p-: [1486, 334, 1558, 347]
- book-binding: [0, 0, 63, 1975]
- column-rule: [1225, 69, 1226, 1952]
- article-paragraph: Se noi dunque ci rivolgiamo a Vostra Maestà, affinchè voglia affrettare la venuta almeno dei nostro esercito (essendoci l'espressione di più alta e commovente speranza per ora negata) non è perchè diffidiamo di noi, ma per la parità dei conforti, e perchè il vedere ed il festeggiare quel sacro palladio della nostra indipendenza è un vero bisogno dell'animo, non dimenticando un giorno gli obbedimmo, e come le sue file per lo molti anni, e più in questi ultimi, ingrossate da valorosi giovani appartenenti a questa città e alle nostre provincie.: [956, 1259, 1215, 1475]
- article-paragraph: Nella sezione B. (economia e commercio) il signor John Noble trattò la questione, « quali miglioramenti si possano introdurre nell'esistente sistema di tasse. » Egli sviluppò i tre punti seguenti: 1° che si debba continuare il principio dell'amalgama delle tasse dirette ed indirette; 2° che la tassa indiretta sia applicata soltanto in tempi ordinarii, e 3° che la diretta sia il solo modo di tassazione, essendo il mezzo per ottenere realmente la libertà del commercio.: [678, 998, 937, 1167]
